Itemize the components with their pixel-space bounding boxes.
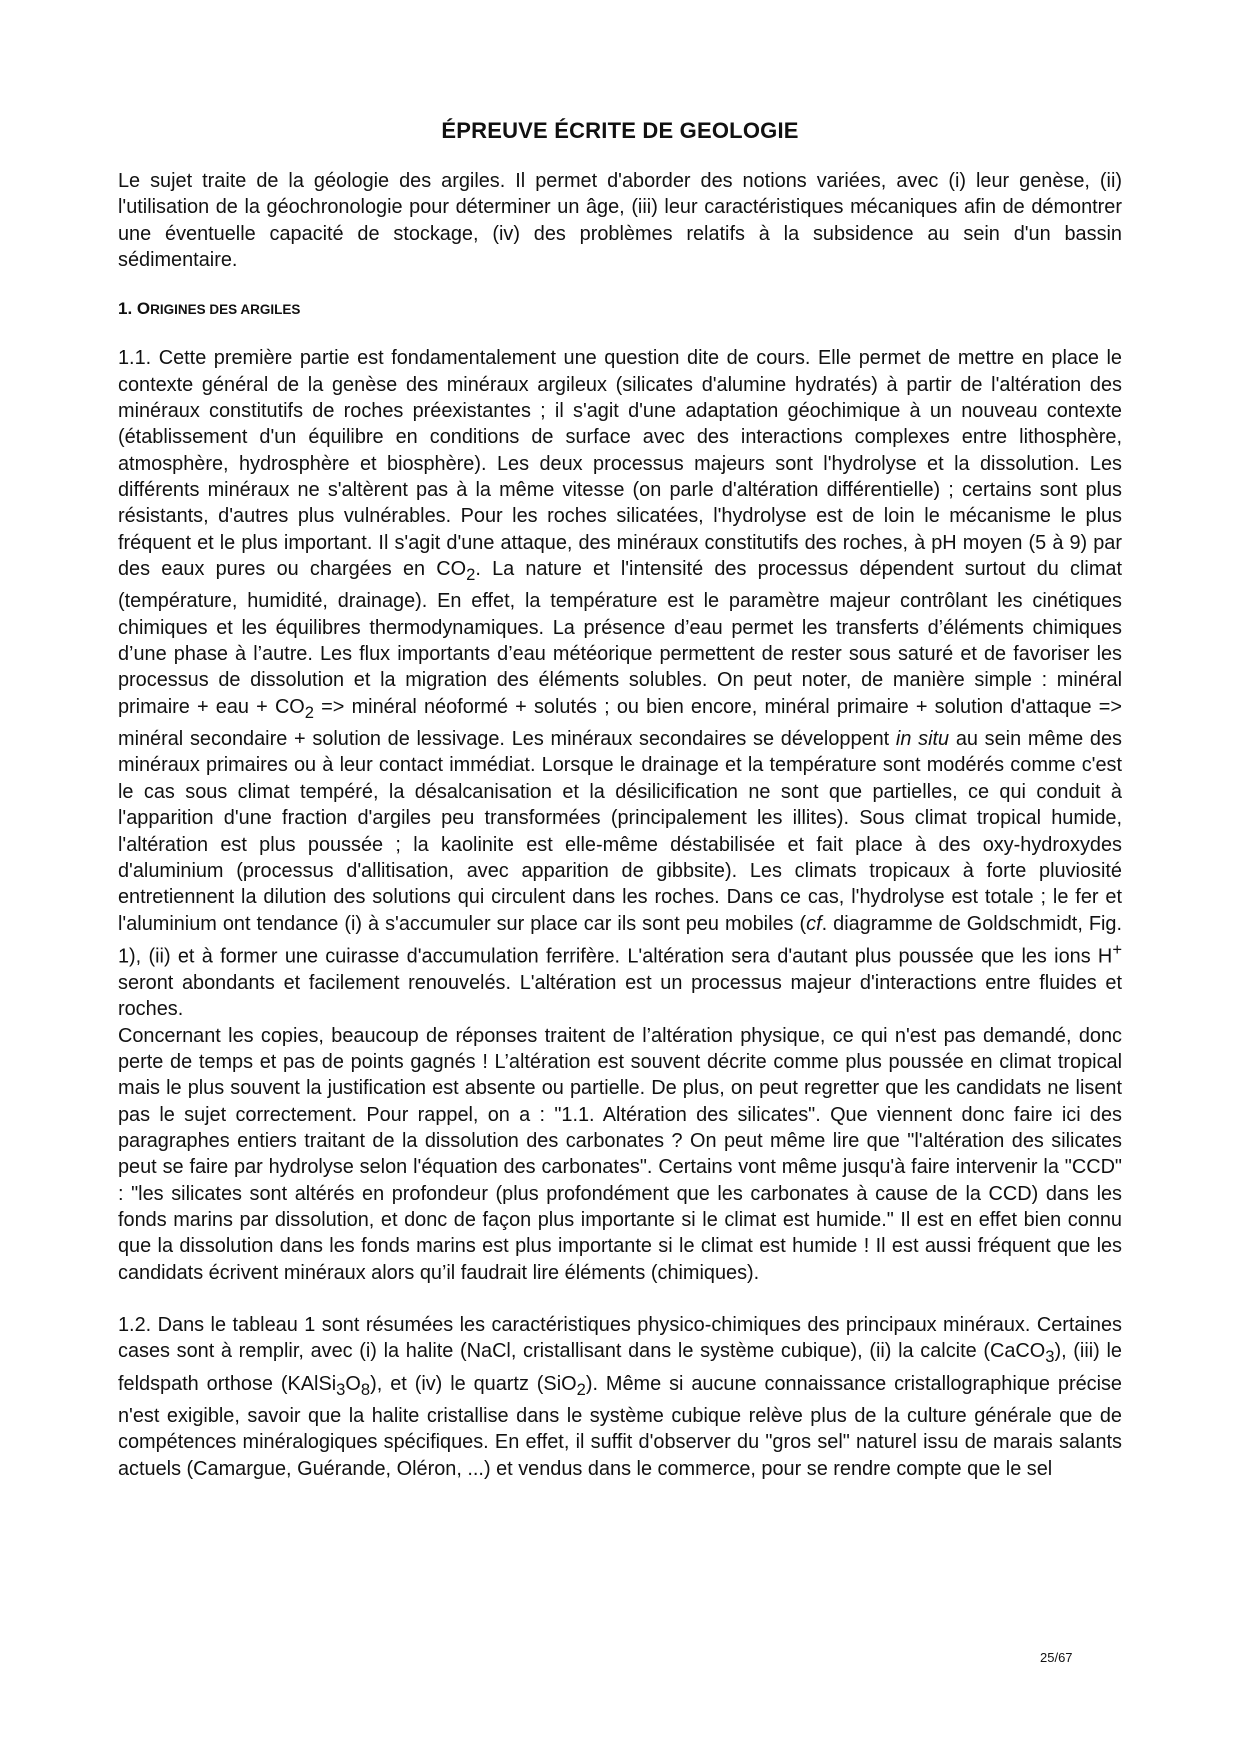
subscript: 2 xyxy=(466,565,476,585)
text-run: 1.1. Cette première partie est fondamentalement une question dite de cours. Elle permet de mettre en place le contexte général de la genèse des minéraux argileux (silicates d'alumine hydratés) à partir de l'altération des minéraux constitutifs de roches préexistantes ; il s'agit d'une adaptation géochimique à un nouveau contexte (établissement d'un équilibre en conditions de surface avec des interactions complexes entre lithosphère, atmosphère, hydrosphère et biosphère). Les deux processus majeurs sont l'hydrolyse et la dissolution. Les différents minéraux ne s'altèrent pas à la même vitesse (on parle d'altération différentielle) ; certains sont plus résistants, d'autres plus vulnérables. Pour les roches silicatées, l'hydrolyse est de loin le mécanisme le plus fréquent et le plus important. Il s'agit d'une attaque, des minéraux constitutifs des roches, à pH moyen (5 à 9) par des eaux pures ou chargées en CO xyxy=(118,347,1122,581)
page-number: 25/67 xyxy=(1040,1650,1073,1665)
text-run: . diagramme de Goldschmidt, Fig. 1), (ii) et à former une cuirasse d'accumulation ferrifère. L'altération sera d'autant plus poussée que les ions H xyxy=(118,912,1122,968)
subscript: 2 xyxy=(576,1379,586,1399)
page-title: ÉPREUVE ÉCRITE DE GEOLOGIE xyxy=(441,118,799,143)
paragraph-1-2 xyxy=(118,1312,1122,1482)
text-run: ), (iii) le feldspath orthose (KAlSi xyxy=(118,1340,1122,1395)
text-run: ), et (iv) le quartz (SiO xyxy=(370,1372,577,1395)
text-run: => minéral néoformé + solutés ; ou bien encore, minéral primaire + solution d'attaque => minéral secondaire + solution de lessivage. Les minéraux secondaires se développent xyxy=(118,695,1122,751)
text-run: seront abondants et facilement renouvelés. L'altération est un processus majeur d'interactions entre fluides et roches. xyxy=(118,971,1122,1021)
italic-text: cf xyxy=(806,912,822,935)
intro-paragraph: Le sujet traite de la géologie des argiles. Il permet d'aborder des notions variées, avec (i) leur genèse, (ii) l'utilisation de la géochronologie pour déterminer un âge, (iii) leur caractéristiques mécaniques afin de démontrer une éventuelle capacité de stockage, (iv) des problèmes relatifs à la subsidence au sein d'un bassin sédimentaire. xyxy=(118,170,1122,272)
subscript: 8 xyxy=(360,1379,371,1399)
subscript: 2 xyxy=(304,702,315,722)
section-heading-number: 1. O xyxy=(118,299,151,319)
italic-text: in situ xyxy=(895,728,950,751)
paragraph-1-1 xyxy=(118,345,1122,1022)
text-run: O xyxy=(345,1372,361,1395)
text-run: ). Même si aucune connaissance cristallographique précise n'est exigible, savoir que la halite cristallise dans le système cubique relève plus de la culture générale que de compétences minéralogiques spécifiques. En effet, il suffit d'observer du "gros sel" naturel issu de marais salants actuels (Camargue, Guérande, Oléron, ...) et vendus dans le commerce, pour se rendre compte que le sel xyxy=(118,1372,1122,1480)
subscript: 3 xyxy=(336,1379,346,1399)
document-page xyxy=(118,118,1122,1482)
text-run: . La nature et l'intensité des processus dépendent surtout du climat (température, humidité, drainage). En effet, la température est le paramètre majeur contrôlant les cinétiques chimiques et les équilibres thermodynamiques. La présence d’eau permet les transferts d’éléments chimiques d’une phase à l’autre. Les flux importants d’eau météorique permettent de rester sous saturé et de favoriser les processus de dissolution et la migration des éléments solubles. On peut noter, de manière simple : minéral primaire + eau + CO xyxy=(118,558,1122,718)
section-heading xyxy=(118,299,1122,319)
text-run: au sein même des minéraux primaires ou à leur contact immédiat. Lorsque le drainage et la température sont modérés comme c'est le cas sous climat tempéré, la désalcanisation et la désilicification ne sont que partielles, ce qui conduit à l'apparition d'une fraction d'argiles peu transformées (principalement les illites). Sous climat tropical humide, l'altération est plus poussée ; la kaolinite est elle-même déstabilisée et fait place à des oxy-hydroxydes d'aluminium (processus d'allitisation, avec apparition de gibbsite). Les climats tropicaux à forte pluviosité entretiennent la dilution des solutions qui circulent dans les roches. Dans ce cas, l'hydrolyse est totale ; le fer et l'aluminium ont tendance (i) à s'accumuler sur place car ils sont peu mobiles ( xyxy=(118,728,1122,935)
section-heading-text: RIGINES DES ARGILES xyxy=(150,302,301,318)
superscript: + xyxy=(1112,939,1122,959)
paragraph-1-1-comments: Concernant les copies, beaucoup de réponses traitent de l’altération physique, ce qui n'est pas demandé, donc perte de temps et pas de points gagnés ! L’altération est souvent décrite comme plus poussée en climat tropical mais le plus souvent la justification est absente ou partielle. De plus, on peut regretter que les candidats ne lisent pas le sujet correctement. Pour rappel, on a : "1.1. Altération des silicates". Que viennent donc faire ici des paragraphes entiers traitant de la dissolution des carbonates ? On peut même lire que "l'altération des silicates peut se faire par hydrolyse selon l'équation des carbonates". Certains vont même jusqu'à faire intervenir la "CCD" : "les silicates sont altérés en profondeur (plus profondément que les carbonates à cause de la CCD) dans les fonds marins par dissolution, et donc de façon plus importante si le climat est humide." Il est en effet bien connu que la dissolution dans les fonds marins est plus importante si le climat est humide ! Il est aussi fréquent que les candidats écrivent minéraux alors qu’il faudrait lire éléments (chimiques). xyxy=(118,1024,1122,1284)
subscript: 3 xyxy=(1045,1347,1055,1367)
text-run: 1.2. Dans le tableau 1 sont résumées les caractéristiques physico-chimiques des principaux minéraux. Certaines cases sont à remplir, avec (i) la halite (NaCl, cristallisant dans le système cubique), (ii) la calcite (CaCO xyxy=(118,1313,1122,1363)
